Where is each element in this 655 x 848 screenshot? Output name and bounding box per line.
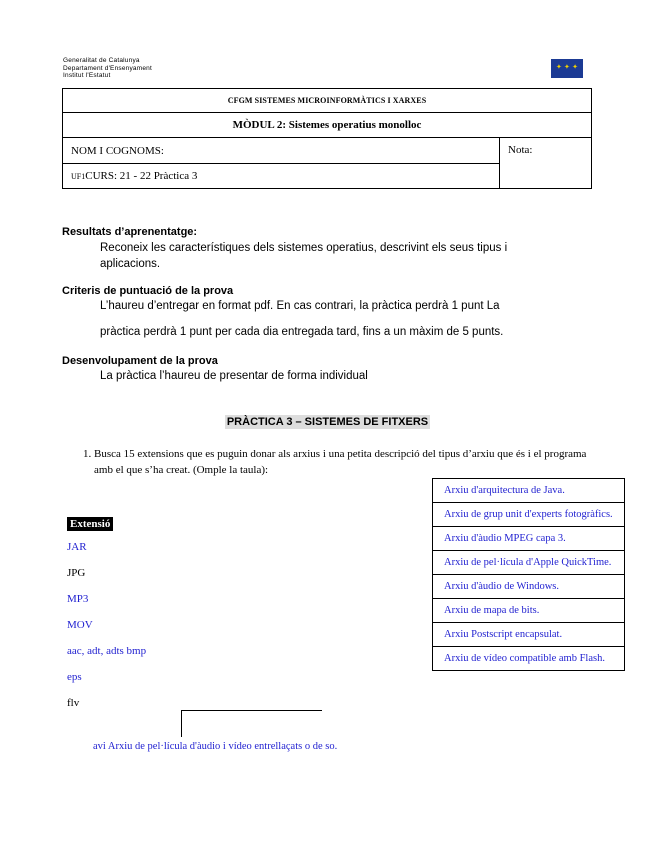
desenvolupament-title: Desenvolupament de la prova [62,355,218,367]
module-title: MÒDUL 2: Sistemes operatius monolloc [63,113,592,138]
extension-item: flv [67,697,80,709]
desenvolupament-body: La pràctica l’haureu de presentar de forma individual [100,370,368,382]
practica-title-wrap [0,412,655,430]
question-1 [82,446,602,478]
curs-prefix: UF1 [71,172,86,181]
resultats-title: Resultats d’aprenentatge: [62,226,198,238]
description-cell: Arxiu de grup unit d'experts fotogràfics. [433,503,625,527]
question-1-text: 1. Busca 15 extensions que es puguin donar als arxius i una petita descripció del tipus d’arxiu que és i el programa amb el que s’ha creat. (Omple la taula): [94,446,602,478]
description-cell: Arxiu Postscript encapsulat. [433,623,625,647]
curs-text: CURS: 21 - 22 Pràctica 3 [85,170,198,182]
extension-item: aac, adt, adts bmp [67,645,147,657]
description-cell: Arxiu de pel·lícula d'Apple QuickTime. [433,551,625,575]
name-label: NOM I COGNOMS: [63,138,500,164]
extensions-header: Extensió [67,517,113,531]
org-line-3: Institut l'Estatut [63,72,111,79]
empty-table-cell [181,710,322,737]
criteris-title: Criteris de puntuació de la prova [62,285,234,297]
organization-header [63,57,152,80]
extension-item: MOV [67,619,93,631]
eu-flag-icon: ✦ ✦ ✦ [551,59,583,81]
extension-item: MP3 [67,593,89,605]
criteris-line-2: pràctica perdrà 1 punt per cada dia entregada tard, fins a un màxim de 5 punts. [100,326,504,338]
course-title: CFGM SISTEMES MICROINFORMÀTICS I XARXES [63,89,592,113]
avi-line: avi Arxiu de pel·lícula d'àudio i vídeo entrellaçats o de so. [93,741,338,752]
extension-item: JPG [67,567,86,579]
curs-cell [63,164,500,189]
description-cell: Arxiu d'arquitectura de Java. [433,479,625,503]
description-cell: Arxiu d'àudio de Windows. [433,575,625,599]
description-cell: Arxiu d'àudio MPEG capa 3. [433,527,625,551]
description-cell: Arxiu de vídeo compatible amb Flash. [433,647,625,671]
criteris-line-1: L’haureu d’entregar en format pdf. En cas contrari, la pràctica perdrà 1 punt La [100,300,500,312]
practica-title: PRÀCTICA 3 – SISTEMES DE FITXERS [226,416,429,428]
org-line-1: Generalitat de Catalunya [63,57,140,64]
resultats-body: Reconeix les característiques dels sistemes operatius, descrivint els seus tipus i aplicacions. [100,242,508,270]
description-cell: Arxiu de mapa de bits. [433,599,625,623]
extension-item: eps [67,671,82,683]
nota-label: Nota: [500,138,592,189]
org-line-2: Departament d'Ensenyament [63,64,152,72]
header-table [62,88,592,189]
extension-item: JAR [67,541,87,553]
descriptions-table [432,478,625,671]
